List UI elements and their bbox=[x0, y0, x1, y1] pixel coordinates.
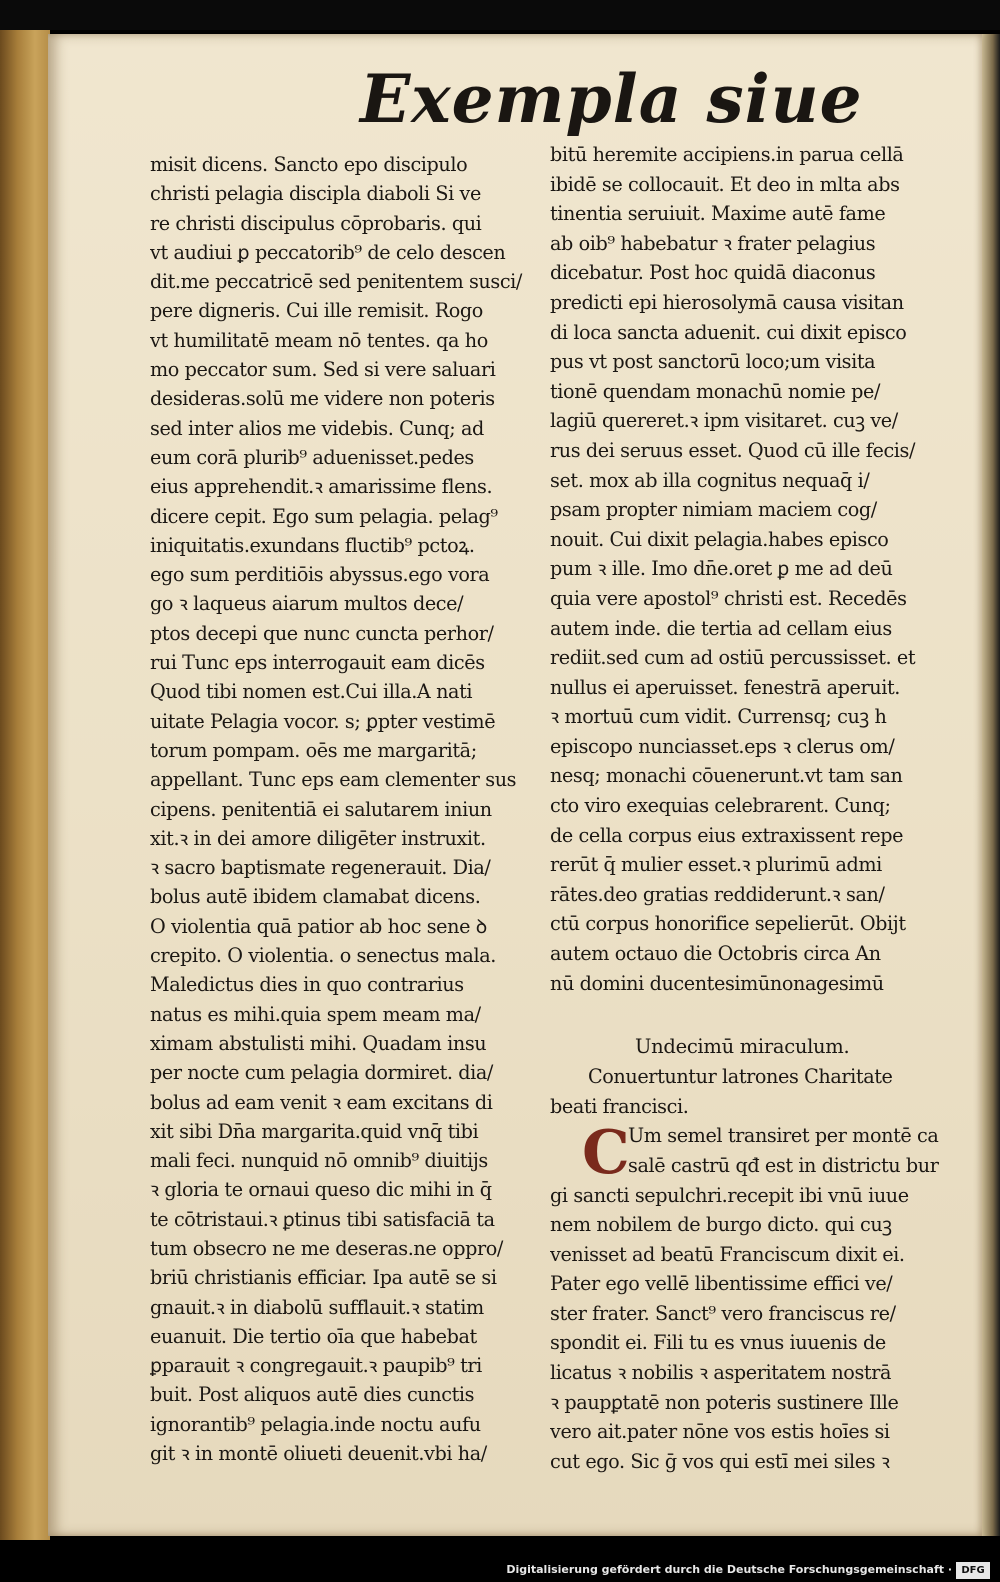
text-line: uitate Pelagia vocor. s; ꝑpter vestimē bbox=[150, 709, 496, 733]
chapter-heading bbox=[550, 1032, 970, 1121]
text-line: xit.ꝛ in dei amore diligēter instruxit. bbox=[150, 826, 486, 850]
text-line: bolus autē ibidem clamabat dicens. bbox=[150, 885, 481, 909]
text-line: vero ait.pater nōne vos estis hoīes si bbox=[550, 1420, 890, 1444]
text-line: dicere cepit. Ego sum pelagia. pelag⁹ bbox=[150, 504, 498, 528]
text-line: episcopo nunciasset.eps ꝛ clerus om/ bbox=[550, 734, 895, 758]
text-line: torum pompam. oēs me margaritā; bbox=[150, 738, 477, 762]
text-line: ximam abstulisti mihi. Quadam insu bbox=[150, 1031, 487, 1055]
text-line: ab oib⁹ habebatur ꝛ frater pelagius bbox=[550, 231, 876, 255]
running-head: Exempla siue bbox=[360, 60, 863, 138]
text-line: ptos decepi que nunc cuncta perhor/ bbox=[150, 621, 494, 645]
text-line: gi sancti sepulchri.recepit ibi vnū iuue bbox=[550, 1183, 909, 1207]
text-line: buit. Post aliquos autē dies cunctis bbox=[150, 1383, 475, 1407]
text-line: per nocte cum pelagia dormiret. dia/ bbox=[150, 1061, 493, 1085]
left-column bbox=[150, 150, 550, 1468]
dfg-logo: DFG bbox=[956, 1562, 990, 1579]
page-edge bbox=[982, 34, 1000, 1536]
chapter-body bbox=[550, 1118, 970, 1476]
text-line: salē castrū qđ est in districtu bur bbox=[628, 1153, 939, 1177]
text-line: euanuit. Die tertio oīa que habebat bbox=[150, 1324, 477, 1348]
text-line: appellant. Tunc eps eam clementer sus bbox=[150, 768, 517, 792]
chapter-rubric: Conuertuntur latrones Charitate bbox=[588, 1065, 893, 1089]
text-line: ꝛ mortuū cum vidit. Currensq; cuꝫ h bbox=[550, 705, 887, 729]
text-line: cto viro exequias celebrarent. Cunq; bbox=[550, 794, 891, 818]
text-line: dit.me peccatricē sed penitentem susci/ bbox=[150, 270, 522, 294]
text-line: ster frater. Sanct⁹ vero franciscus re/ bbox=[550, 1301, 896, 1325]
text-line: ibidē se collocauit. Et deo in mlta abs bbox=[550, 172, 900, 196]
text-line: go ꝛ laqueus aiarum multos dece/ bbox=[150, 592, 464, 616]
text-line: psam propter nimiam maciem cog/ bbox=[550, 498, 877, 522]
text-line: briū christianis efficiar. Ipa autē se si bbox=[150, 1266, 497, 1290]
text-line: ignorantib⁹ pelagia.inde noctu aufu bbox=[150, 1412, 481, 1436]
text-line: vt humilitatē meam nō tentes. qa ho bbox=[150, 328, 488, 352]
text-line: nouit. Cui dixit pelagia.habes episco bbox=[550, 527, 889, 551]
text-line: pere digneris. Cui ille remisit. Rogo bbox=[150, 299, 483, 323]
text-line: ego sum perditiōis abyssus.ego vora bbox=[150, 563, 490, 587]
text-line: autem octauo die Octobris circa An bbox=[550, 942, 881, 966]
text-line: desideras.solū me videre non poteris bbox=[150, 387, 495, 411]
right-column-text bbox=[550, 140, 970, 998]
text-line: Quod tibi nomen est.Cui illa.A nati bbox=[150, 680, 473, 704]
text-line: christi pelagia discipla diaboli Si ve bbox=[150, 182, 481, 206]
text-line: misit dicens. Sancto epo discipulo bbox=[150, 153, 468, 176]
chapter-title: Undecimū miraculum. bbox=[635, 1035, 850, 1059]
text-line: ꝛ gloria te ornaui queso dic mihi in q̄ bbox=[150, 1178, 492, 1202]
text-line: rus dei seruus esset. Quod cū ille fecis/ bbox=[550, 438, 916, 462]
text-line: git ꝛ in montē oliueti deuenit.vbi ha/ bbox=[150, 1442, 487, 1466]
text-line: di loca sancta aduenit. cui dixit episco bbox=[550, 320, 907, 344]
funding-credit: Digitalisierung gefördert durch die Deutsche Forschungsgemeinschaft · bbox=[506, 1563, 952, 1576]
text-line: nullus ei aperuisset. fenestrā aperuit. bbox=[550, 675, 900, 699]
text-line: cut ego. Sic ḡ vos qui estī mei siles ꝛ bbox=[550, 1449, 890, 1473]
text-line: xit sibi Dn̄a margarita.quid vnq̄ tibi bbox=[150, 1119, 479, 1143]
text-line: Um semel transiret per montē ca bbox=[628, 1124, 939, 1148]
decorated-initial: C bbox=[582, 1118, 630, 1189]
text-line: de cella corpus eius extraxissent repe bbox=[550, 823, 904, 847]
text-line: Maledictus dies in quo contrarius bbox=[150, 973, 464, 997]
text-line: nesq; monachi cōuenerunt.vt tam san bbox=[550, 764, 903, 788]
text-line: ctū corpus honorifice sepelierūt. Obijt bbox=[550, 912, 906, 936]
text-line: rui Tunc eps interrogauit eam dicēs bbox=[150, 651, 485, 675]
text-line: tum obsecro ne me deseras.ne oppro/ bbox=[150, 1236, 503, 1260]
text-line: ꝑparauit ꝛ congregauit.ꝛ paupib⁹ tri bbox=[150, 1354, 482, 1378]
text-line: mo peccator sum. Sed si vere saluari bbox=[150, 358, 496, 382]
text-line: predicti epi hierosolymā causa visitan bbox=[550, 290, 904, 314]
text-line: quia vere apostol⁹ christi est. Recedēs bbox=[550, 586, 907, 610]
text-line: sed inter alios me videbis. Cunq; ad bbox=[150, 416, 484, 440]
text-line: nem nobilem de burgo dicto. qui cuꝫ bbox=[550, 1213, 892, 1237]
text-line: tinentia seruiuit. Maxime autē fame bbox=[550, 202, 886, 226]
text-line: mali feci. nunquid nō omnib⁹ diuitijs bbox=[150, 1149, 488, 1173]
chapter-rubric-continued: beati francisci. bbox=[550, 1094, 689, 1118]
text-line: natus es mihi.quia spem meam ma/ bbox=[150, 1002, 481, 1026]
footer-bar bbox=[0, 1560, 1000, 1582]
text-line: re christi discipulus cōprobaris. qui bbox=[150, 211, 482, 235]
text-line: pus vt post sanctorū loco;um visita bbox=[550, 350, 876, 374]
text-line: autem inde. die tertia ad cellam eius bbox=[550, 616, 892, 640]
text-line: rātes.deo gratias reddiderunt.ꝛ san/ bbox=[550, 882, 885, 906]
text-line: venisset ad beatū Franciscum dixit ei. bbox=[550, 1242, 905, 1266]
text-line: Pater ego vellē libentissime effici ve/ bbox=[550, 1272, 893, 1296]
text-line: nū domini ducentesimūnonagesimū bbox=[550, 971, 884, 995]
text-line: tionē quendam monachū nomie pe/ bbox=[550, 379, 881, 403]
text-line: eius apprehendit.ꝛ amarissime flens. bbox=[150, 475, 493, 499]
text-line: ꝛ sacro baptismate regenerauit. Dia/ bbox=[150, 856, 491, 880]
text-line: gnauit.ꝛ in diabolū sufflauit.ꝛ statim bbox=[150, 1295, 484, 1319]
book-board-edge bbox=[0, 30, 50, 1540]
text-line: cipens. penitentiā ei salutarem iniun bbox=[150, 797, 492, 821]
text-line: set. mox ab illa cognitus nequaq̄ i/ bbox=[550, 468, 870, 492]
text-line: licatus ꝛ nobilis ꝛ asperitatem nostrā bbox=[550, 1361, 892, 1385]
text-line: spondit ei. Fili tu es vnus iuuenis de bbox=[550, 1331, 886, 1355]
text-line: lagiū quereret.ꝛ ipm visitaret. cuꝫ ve/ bbox=[550, 409, 898, 433]
text-line: te cōtristaui.ꝛ ꝑtinus tibi satisfaciā ta bbox=[150, 1207, 495, 1231]
text-line: iniquitatis.exundans fluctib⁹ pctoꝝ. bbox=[150, 533, 475, 557]
text-line: rediit.sed cum ad ostiū percussisset. et bbox=[550, 646, 916, 670]
text-line: vt audiui ꝑ peccatorib⁹ de celo descen bbox=[150, 240, 506, 264]
text-line: ꝛ paupꝑtatē non poteris sustinere Ille bbox=[550, 1390, 899, 1414]
text-line: pum ꝛ ille. Imo dn̄e.oret ꝑ me ad deū bbox=[550, 557, 893, 581]
text-line: eum corā plurib⁹ aduenisset.pedes bbox=[150, 445, 474, 469]
text-line: O violentia quā patior ab hoc sene ꝺ bbox=[150, 914, 487, 938]
right-column bbox=[550, 140, 970, 1476]
text-line: bolus ad eam venit ꝛ eam excitans di bbox=[150, 1090, 493, 1114]
text-line: rerūt q̄ mulier esset.ꝛ plurimū admi bbox=[550, 853, 882, 877]
text-line: crepito. O violentia. o senectus mala. bbox=[150, 944, 496, 968]
text-line: bitū heremite accipiens.in parua cellā bbox=[550, 143, 904, 166]
text-line: dicebatur. Post hoc quidā diaconus bbox=[550, 261, 876, 285]
